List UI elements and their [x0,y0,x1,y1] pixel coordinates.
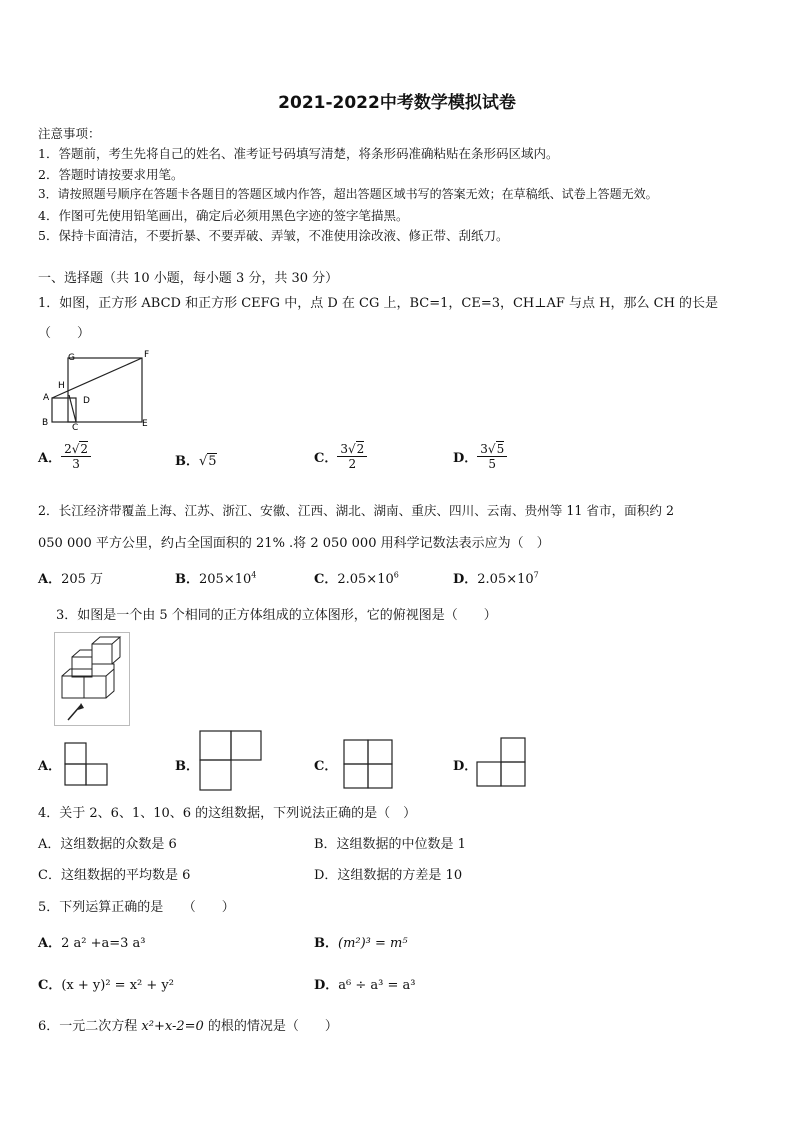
section-heading: 一、选择题（共 10 小题，每小题 3 分，共 30 分） [38,271,339,286]
option-3b-figure [199,730,263,792]
label-g: G [68,353,75,363]
option-4d: D．这组数据的方差是 10 [314,868,463,883]
notice-item: 2．答题时请按要求用笔。 [38,167,184,182]
option-4a: A．这组数据的众数是 6 [38,837,177,852]
option-1c: C． $\frac{3√2}{2}$ [314,442,367,471]
option-1b: B．√5 [175,454,217,469]
label-e: E [142,419,148,429]
option-1d: D． $\frac{3√5}{5}$ [453,442,507,471]
option-3a-figure [64,742,110,788]
option-3c-figure [342,738,394,790]
option-3d-label: D． [453,759,478,774]
option-2b: B．$205\times 10^4$ [175,570,257,587]
question-3-stem: 3．如图是一个由 5 个相同的正方体组成的立体图形，它的俯视图是（ ） [56,608,497,623]
question-1-figure [38,348,158,430]
question-1-stem: 1．如图，正方形 ABCD 和正方形 CEFG 中，点 D 在 CG 上，BC=1，CE=3，CH⊥AF 与点 H，那么 CH 的长是 [38,296,719,311]
question-5-stem: 5．下列运算正确的是 （ ） [38,900,235,915]
label-b: B [42,418,49,428]
line-af [52,358,142,398]
option-3b-label: B． [175,759,199,774]
option-4c: C．这组数据的平均数是 6 [38,868,191,883]
notice-heading: 注意事项： [38,126,101,141]
label-f: F [144,350,150,360]
square-cefg [68,358,142,422]
option-1a: A． $\frac{2√2}{3}$ [38,442,91,471]
label-a: A [43,393,50,403]
question-2-line1: 2．长江经济带覆盖上海、江苏、浙江、安徽、江西、湖北、湖南、重庆、四川、云南、贵州等 11 省市，面积约 2 [38,503,674,518]
label-h: H [58,381,65,391]
option-2a: A．205 万 [38,572,104,587]
option-5c: C．(x + y)² = x² + y² [38,978,174,993]
question-1-paren: （ ） [38,326,91,341]
question-3-solid-figure [54,632,130,726]
option-2c: C．$2.05\times 10^6$ [314,570,399,587]
label-c: C [72,423,79,430]
option-3a-label: A． [38,759,62,774]
option-5b: B．(m²)³ = m⁵ [314,936,408,951]
question-2-line2: 050 000 平方公里，约占全国面积的 21% .将 2 050 000 用科学记数法表示应为（ ） [38,536,550,551]
page-title: 2021-2022中考数学模拟试卷 [278,93,516,113]
option-4b: B．这组数据的中位数是 1 [314,837,466,852]
option-2d: D．$2.05\times 10^7$ [453,570,539,587]
question-6-stem: 6．一元二次方程 x²+x-2=0 的根的情况是（ ） [38,1019,338,1034]
option-3d-figure [476,737,526,787]
notice-item: 5．保持卡面清洁，不要折暴、不要弄破、弄皱，不准使用涂改液、修正带、刮纸刀。 [38,228,509,243]
notice-item: 4．作图可先使用铅笔画出，确定后必须用黑色字迹的签字笔描黑。 [38,208,409,223]
question-4-stem: 4．关于 2、6、1、10、6 的这组数据，下列说法正确的是（ ） [38,806,417,821]
view-arrow [68,705,81,720]
notice-item: 3．请按照题号顺序在答题卡各题目的答题区域内作答，超出答题区域书写的答案无效；在草稿纸、试卷上答题无效。 [38,187,658,201]
option-3c-label: C． [314,759,338,774]
option-5a: A．2 a² +a=3 a³ [38,936,146,951]
label-d: D [83,396,90,406]
notice-item: 1．答题前，考生先将自己的姓名、准考证号码填写清楚，将条形码准确粘贴在条形码区域内。 [38,146,559,161]
line-ch [69,395,76,422]
option-5d: D．a⁶ ÷ a³ = a³ [314,978,416,993]
